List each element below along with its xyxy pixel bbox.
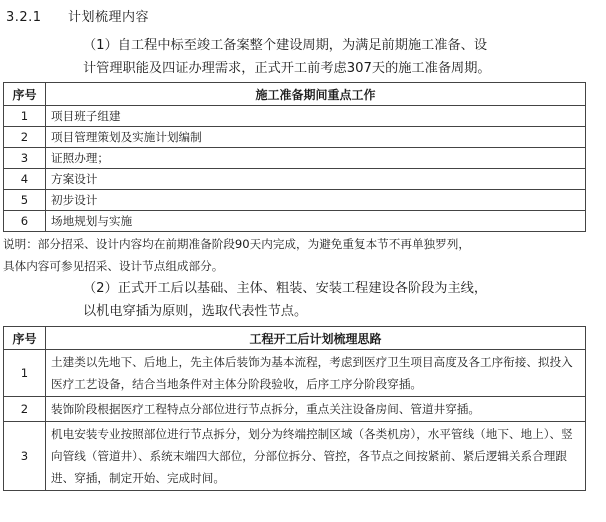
header-idea: 工程开工后计划梳理思路: [46, 327, 586, 350]
construction-plan-table: [3, 326, 586, 491]
table-row: [4, 397, 586, 422]
header-task: 施工准备期间重点工作: [46, 83, 586, 106]
row-no: 3: [4, 422, 46, 491]
table-row: [4, 148, 586, 169]
table-row: [4, 190, 586, 211]
table-row: [4, 169, 586, 190]
section-heading: [6, 6, 149, 25]
row-task: 项目班子组建: [46, 106, 586, 127]
note-line-2: 具体内容可参见招采、设计节点组成部分。: [3, 259, 224, 273]
table-row: [4, 106, 586, 127]
paragraph-1: [28, 34, 584, 80]
paragraph-1-line-2: 计管理职能及四证办理需求，正式开工前考虑307天的施工准备周期。: [83, 61, 491, 76]
table-row: [4, 422, 586, 491]
preparation-table: [3, 82, 586, 232]
table-row: [4, 127, 586, 148]
row-text: 装饰阶段根据医疗工程特点分部位进行节点拆分，重点关注设备房间、管道井穿插。: [46, 397, 586, 422]
row-no: 2: [4, 397, 46, 422]
header-no: 序号: [4, 327, 46, 350]
row-text: 土建类以先地下、后地上，先主体后装饰为基本流程，考虑到医疗卫生项目高度及各工序衔接、拟投入医疗工艺设备，结合当地条件对主体分阶段验收，后序工序分阶段穿插。: [46, 350, 586, 397]
row-no: 1: [4, 106, 46, 127]
row-task: 场地规划与实施: [46, 211, 586, 232]
row-task: 初步设计: [46, 190, 586, 211]
section-title: 计划梳理内容: [68, 10, 150, 25]
note-line-1: 说明：部分招采、设计内容均在前期准备阶段90天内完成，为避免重复本节不再单独罗列，: [3, 237, 470, 251]
table-header-row: [4, 83, 586, 106]
paragraph-2-line-1: （2）正式开工后以基础、主体、粗装、安装工程建设各阶段为主线，: [83, 281, 488, 296]
paragraph-1-line-1: （1）自工程中标至竣工备案整个建设周期，为满足前期施工准备、设: [83, 38, 488, 53]
paragraph-2: [28, 277, 584, 323]
row-no: 4: [4, 169, 46, 190]
row-task: 方案设计: [46, 169, 586, 190]
row-no: 3: [4, 148, 46, 169]
section-number: 3.2.1: [6, 10, 42, 25]
row-no: 6: [4, 211, 46, 232]
row-text: 机电安装专业按照部位进行节点拆分，划分为终端控制区域（各类机房），水平管线（地下、地上）、竖向管线（管道井）、系统末端四大部位，分部位拆分、管控，各节点之间按紧前、紧后逻辑关系合理跟进、穿插，制定开始、完成时间。: [46, 422, 586, 491]
row-no: 1: [4, 350, 46, 397]
row-task: 证照办理；: [46, 148, 586, 169]
table-row: [4, 350, 586, 397]
row-no: 5: [4, 190, 46, 211]
table-row: [4, 211, 586, 232]
header-no: 序号: [4, 83, 46, 106]
table-header-row: [4, 327, 586, 350]
row-no: 2: [4, 127, 46, 148]
row-task: 项目管理策划及实施计划编制: [46, 127, 586, 148]
table-note: [3, 233, 593, 277]
paragraph-2-line-2: 以机电穿插为原则，选取代表性节点。: [83, 304, 308, 319]
